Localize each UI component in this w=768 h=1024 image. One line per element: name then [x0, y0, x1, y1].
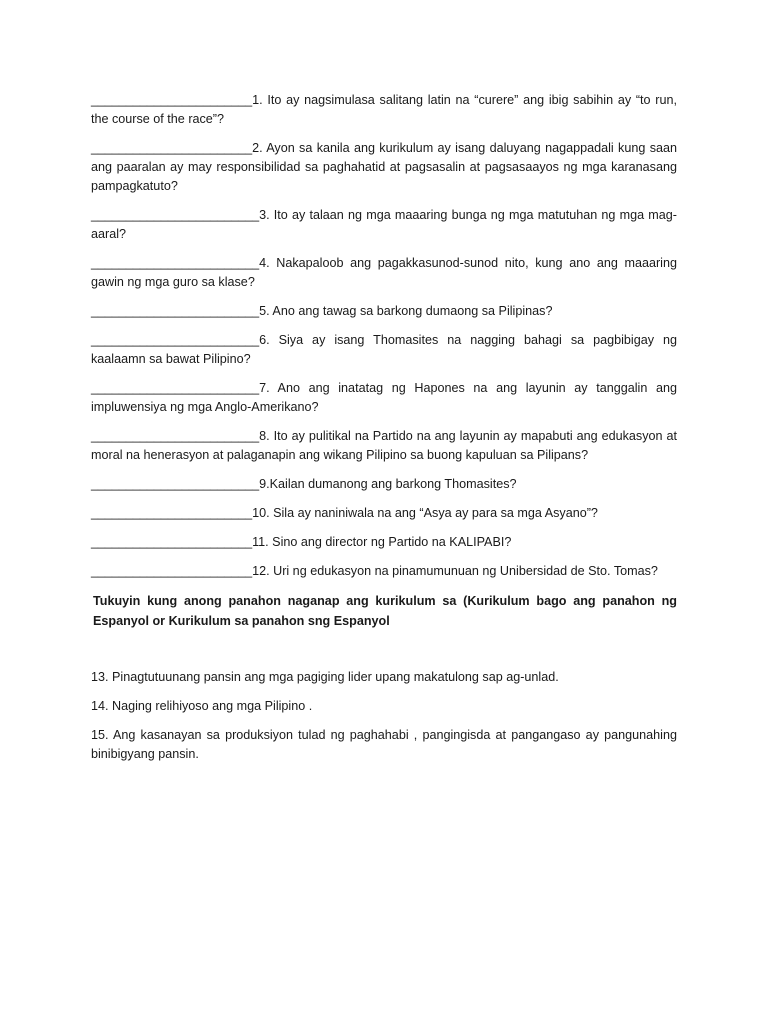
question-9 — [91, 475, 677, 494]
answer-blank: ________________________ — [91, 333, 260, 347]
question-4 — [91, 254, 677, 292]
question-text: 10. Sila ay naniniwala na ang “Asya ay para sa mga Asyano”? — [252, 506, 598, 520]
question-text: 1. Ito ay nagsimulasa salitang latin na “curere” ang ibig sabihin ay “to run, the course of the race”? — [91, 93, 677, 126]
question-6 — [91, 331, 677, 369]
answer-blank: ________________________ — [91, 208, 260, 222]
question-text: 4. Nakapaloob ang pagakkasunod-sunod nito, kung ano ang maaaring gawin ng mga guro sa klase? — [91, 256, 677, 289]
answer-blank: _______________________ — [91, 141, 253, 155]
question-text: 2. Ayon sa kanila ang kurikulum ay isang daluyang nagappadali kung saan ang paaralan ay may responsibilidad sa paghahatid at pagsasalin at pagsasaayos ng mga karanasang pampagkatuto? — [91, 141, 677, 193]
question-15: 15. Ang kasanayan sa produksiyon tulad ng paghahabi , pangingisda at pangangaso ay pangunahing binibigyang pansin. — [91, 728, 677, 761]
question-13: 13. Pinagtutuunang pansin ang mga pagiging lider upang makatulong sap ag-unlad. — [91, 670, 559, 684]
answer-blank: _______________________ — [91, 93, 253, 107]
worksheet-page — [91, 91, 677, 774]
question-5 — [91, 302, 677, 321]
question-3 — [91, 206, 677, 244]
section-instructions: Tukuyin kung anong panahon naganap ang kurikulum sa (Kurikulum bago ang panahon ng Espanyol or Kurikulum sa panahon sng Espanyol — [93, 594, 677, 628]
question-11 — [91, 533, 677, 552]
question-text: 3. Ito ay talaan ng mga maaaring bunga ng mga matutuhan ng mga mag-aaral? — [91, 208, 677, 241]
answer-blank: _______________________ — [91, 564, 253, 578]
question-10 — [91, 504, 677, 523]
question-text: 9.Kailan dumanong ang barkong Thomasites? — [259, 477, 517, 491]
question-text: 6. Siya ay isang Thomasites na nagging bahagi sa pagbibigay ng kaalaamn sa bawat Pilipino? — [91, 333, 677, 366]
answer-blank: _______________________ — [91, 535, 253, 549]
question-text: 5. Ano ang tawag sa barkong dumaong sa Pilipinas? — [259, 304, 553, 318]
question-text: 7. Ano ang inatatag ng Hapones na ang layunin ay tanggalin ang impluwensiya ng mga Anglo-Amerikano? — [91, 381, 677, 414]
question-1 — [91, 91, 677, 129]
question-text: 12. Uri ng edukasyon na pinamumunuan ng Unibersidad de Sto. Tomas? — [252, 564, 658, 578]
answer-blank: _______________________ — [91, 506, 253, 520]
question-2 — [91, 139, 677, 196]
answer-blank: ________________________ — [91, 256, 260, 270]
question-text: 11. Sino ang director ng Partido na KALIPABI? — [252, 535, 512, 549]
answer-blank: ________________________ — [91, 477, 260, 491]
answer-blank: ________________________ — [91, 304, 260, 318]
question-14: 14. Naging relihiyoso ang mga Pilipino . — [91, 699, 313, 713]
question-12 — [91, 562, 677, 581]
section-spacer — [91, 631, 677, 668]
answer-blank: ________________________ — [91, 381, 260, 395]
answer-blank: ________________________ — [91, 429, 260, 443]
question-7 — [91, 379, 677, 417]
question-8 — [91, 427, 677, 465]
question-text: 8. Ito ay pulitikal na Partido na ang layunin ay mapabuti ang edukasyon at moral na henerasyon at palaganapin ang wikang Pilipino sa buong kapuluan sa Pilipans? — [91, 429, 677, 462]
